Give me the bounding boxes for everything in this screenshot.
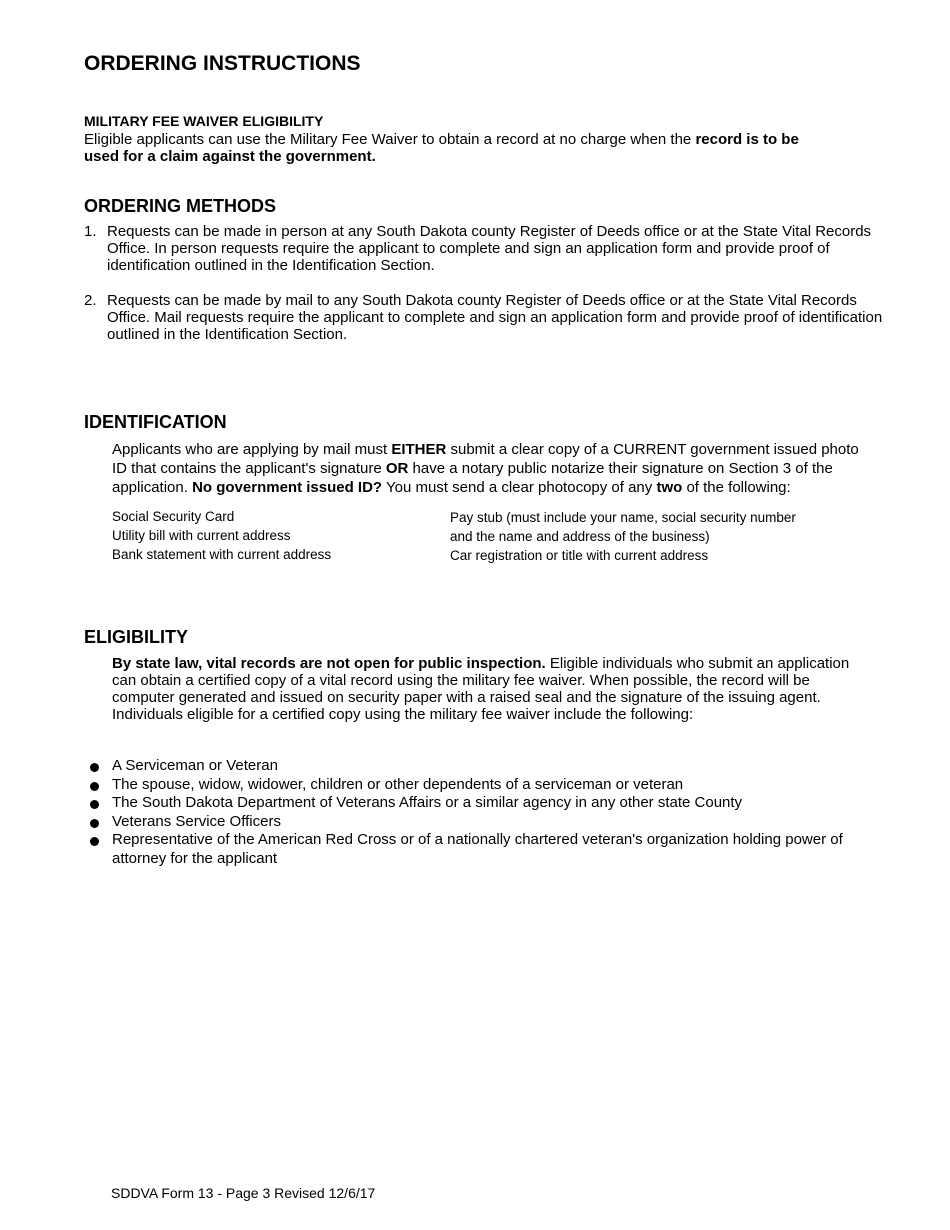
list-item: Social Security Card — [112, 509, 235, 524]
military-text-normal: Eligible applicants can use the Military Fee Waiver to obtain a record at no charge when the — [84, 131, 696, 148]
bullet-icon — [90, 819, 99, 828]
list-item — [84, 757, 844, 776]
identification-text — [112, 440, 872, 497]
list-item: Utility bill with current address — [112, 528, 291, 543]
ordering-method-item — [84, 223, 894, 274]
bullet-text: The spouse, widow, widower, children or other dependents of a serviceman or veteran — [112, 775, 684, 793]
ordering-method-item — [84, 292, 894, 343]
id-two: two — [656, 479, 683, 496]
ordering-method-text: Requests can be made by mail to any South Dakota county Register of Deeds office or at the State Vital Records Office. Mail requests require the applicant to complete and sign an application form and provide proof of identification outlined in the Identification Section. — [107, 292, 883, 343]
list-item — [84, 794, 844, 813]
bullet-text: Representative of the American Red Cross or of a nationally chartered veteran's organization holding power of attorney for the applicant — [112, 831, 843, 867]
ordering-method-text: Requests can be made in person at any South Dakota county Register of Deeds office or at the State Vital Records Office. In person requests require the applicant to complete and sign an application form and provide proof of identification outlined in the Identification Section. — [107, 223, 872, 274]
eligibility-text — [112, 655, 862, 723]
id-docs-left-list — [112, 507, 331, 564]
eligibility-bullet-list — [84, 757, 844, 868]
list-item — [84, 776, 844, 795]
id-text-part: Applicants who are applying by mail must — [112, 441, 392, 458]
id-or: OR — [385, 460, 409, 477]
bullet-icon — [90, 782, 99, 791]
list-item: Pay stub (must include your name, social security number — [450, 510, 796, 525]
id-docs-right-list — [450, 508, 796, 565]
ordering-methods-heading: ORDERING METHODS — [84, 196, 277, 216]
bullet-icon — [90, 800, 99, 809]
list-item: Car registration or title with current address — [450, 548, 709, 563]
bullet-text: The South Dakota Department of Veterans Affairs or a similar agency in any other state County — [112, 794, 743, 811]
bullet-text: Veterans Service Officers — [112, 812, 281, 830]
id-text-part: of the following: — [682, 479, 791, 496]
id-text-part: have a notary public notarize their signature on Section 3 of the application. — [112, 460, 833, 496]
ordering-method-number: 2. — [84, 292, 97, 309]
bullet-icon — [90, 763, 99, 772]
id-no-government-id: No government issued ID? — [192, 479, 383, 496]
id-text-part: submit a clear copy of a CURRENT government issued photo ID that contains the applicant's signature — [112, 441, 859, 477]
military-fee-waiver-heading: MILITARY FEE WAIVER ELIGIBILITY — [84, 113, 324, 129]
list-item: and the name and address of the business) — [450, 529, 710, 544]
id-text-part: You must send a clear photocopy of any — [382, 479, 657, 496]
list-item — [84, 813, 844, 832]
military-text-bold: record is to be used for a claim against the government. — [84, 131, 799, 165]
military-fee-waiver-text — [84, 131, 814, 165]
eligibility-bold-lead: By state law, vital records are not open for public inspection. — [112, 655, 546, 672]
page-footer: SDDVA Form 13 - Page 3 Revised 12/6/17 — [111, 1185, 376, 1201]
list-item: Bank statement with current address — [112, 547, 332, 562]
bullet-text: A Serviceman or Veteran — [112, 757, 278, 774]
eligibility-body: Eligible individuals who submit an application can obtain a certified copy of a vital record using the military fee waiver. When possible, the record will be computer generated and issued on security paper with a raised seal and the signature of the issuing agent. Individuals eligible for a certified copy using the military fee waiver include the following: — [112, 655, 850, 723]
identification-heading: IDENTIFICATION — [84, 412, 227, 432]
page-title: ORDERING INSTRUCTIONS — [84, 52, 361, 75]
bullet-icon — [90, 837, 99, 846]
ordering-method-number: 1. — [84, 223, 97, 240]
list-item — [84, 831, 844, 868]
eligibility-heading: ELIGIBILITY — [84, 627, 189, 647]
id-either: EITHER — [391, 441, 447, 458]
